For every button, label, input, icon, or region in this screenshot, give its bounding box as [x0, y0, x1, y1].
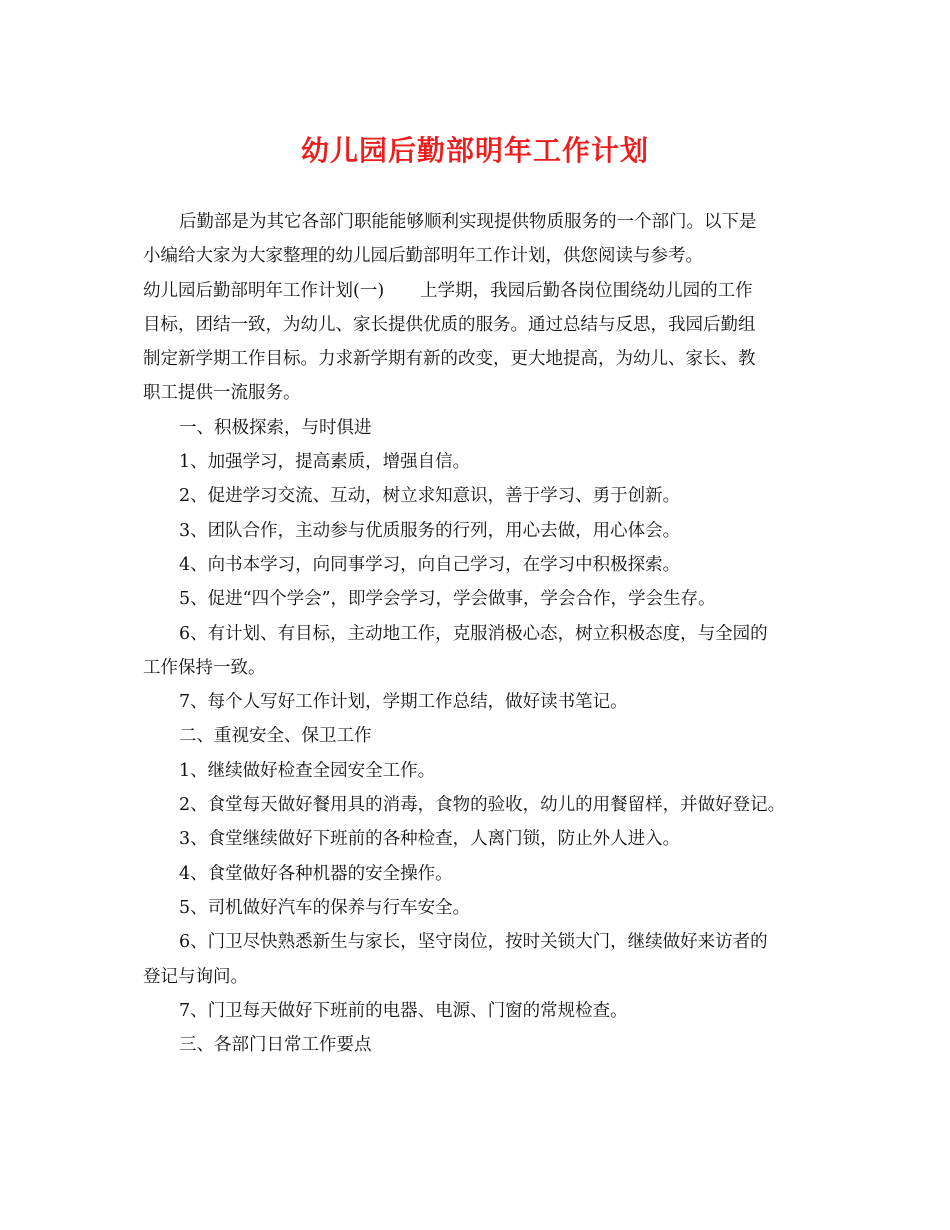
section1-item-4: 4、向书本学习，向同事学习，向自己学习，在学习中积极探索。: [179, 554, 681, 575]
section2-item-7: 7、门卫每天做好下班前的电器、电源、门窗的常规检查。: [179, 1000, 628, 1021]
plan-heading-rest: 上学期，我园后勤各岗位围绕幼儿园的工作: [420, 280, 753, 301]
section2-item-4: 4、食堂做好各种机器的安全操作。: [179, 863, 453, 884]
plan-body-line-2: 制定新学期工作目标。力求新学期有新的改变，更大地提高，为幼儿、家长、教: [143, 349, 756, 370]
document-body: [143, 205, 823, 1062]
section2-item-6: 6、门卫尽快熟悉新生与家长，坚守岗位，按时关锁大门，继续做好来访者的: [179, 932, 768, 953]
intro-line-1: 后勤部是为其它各部门职能能够顺利实现提供物质服务的一个部门。以下是: [179, 212, 757, 232]
section2-item-3: 3、食堂继续做好下班前的各种检查，人离门锁，防止外人进入。: [179, 829, 681, 850]
section2-item-1: 1、继续做好检查全园安全工作。: [179, 760, 436, 781]
section2-item-6-cont: 登记与询问。: [143, 966, 248, 987]
section2-item-5: 5、司机做好汽车的保养与行车安全。: [179, 897, 471, 918]
section3-heading: 三、各部门日常工作要点: [179, 1035, 372, 1056]
section1-item-1: 1、加强学习，提高素质，增强自信。: [179, 452, 471, 473]
intro-line-2: 小编给大家为大家整理的幼儿园后勤部明年工作计划，供您阅读与参考。: [143, 246, 703, 267]
section1-item-2: 2、促进学习交流、互动，树立求知意识，善于学习、勇于创新。: [179, 486, 681, 507]
section1-item-6: 6、有计划、有目标，主动地工作，克服消极心态，树立积极态度，与全园的: [179, 623, 768, 644]
section2-item-2: 2、食堂每天做好餐用具的消毒，食物的验收，幼儿的用餐留样，并做好登记。: [179, 795, 786, 816]
plan-body-line-3: 职工提供一流服务。: [143, 383, 301, 404]
section1-item-5: 5、促进“四个学会”，即学会学习，学会做事，学会合作，学会生存。: [179, 589, 716, 610]
section1-item-6-cont: 工作保持一致。: [143, 657, 266, 678]
section2-heading: 二、重视安全、保卫工作: [179, 726, 372, 747]
section1-item-3: 3、团队合作，主动参与优质服务的行列，用心去做，用心体会。: [179, 520, 681, 541]
plan-heading-line: [143, 274, 823, 308]
document-title: 幼儿园后勤部明年工作计划: [300, 134, 649, 167]
section1-heading: 一、积极探索，与时俱进: [179, 417, 372, 438]
plan-heading: 幼儿园后勤部明年工作计划(一): [143, 280, 385, 301]
plan-body-line-1: 目标，团结一致，为幼儿、家长提供优质的服务。通过总结与反思，我园后勤组: [143, 314, 756, 335]
section1-item-7: 7、每个人写好工作计划，学期工作总结，做好读书笔记。: [179, 692, 628, 713]
